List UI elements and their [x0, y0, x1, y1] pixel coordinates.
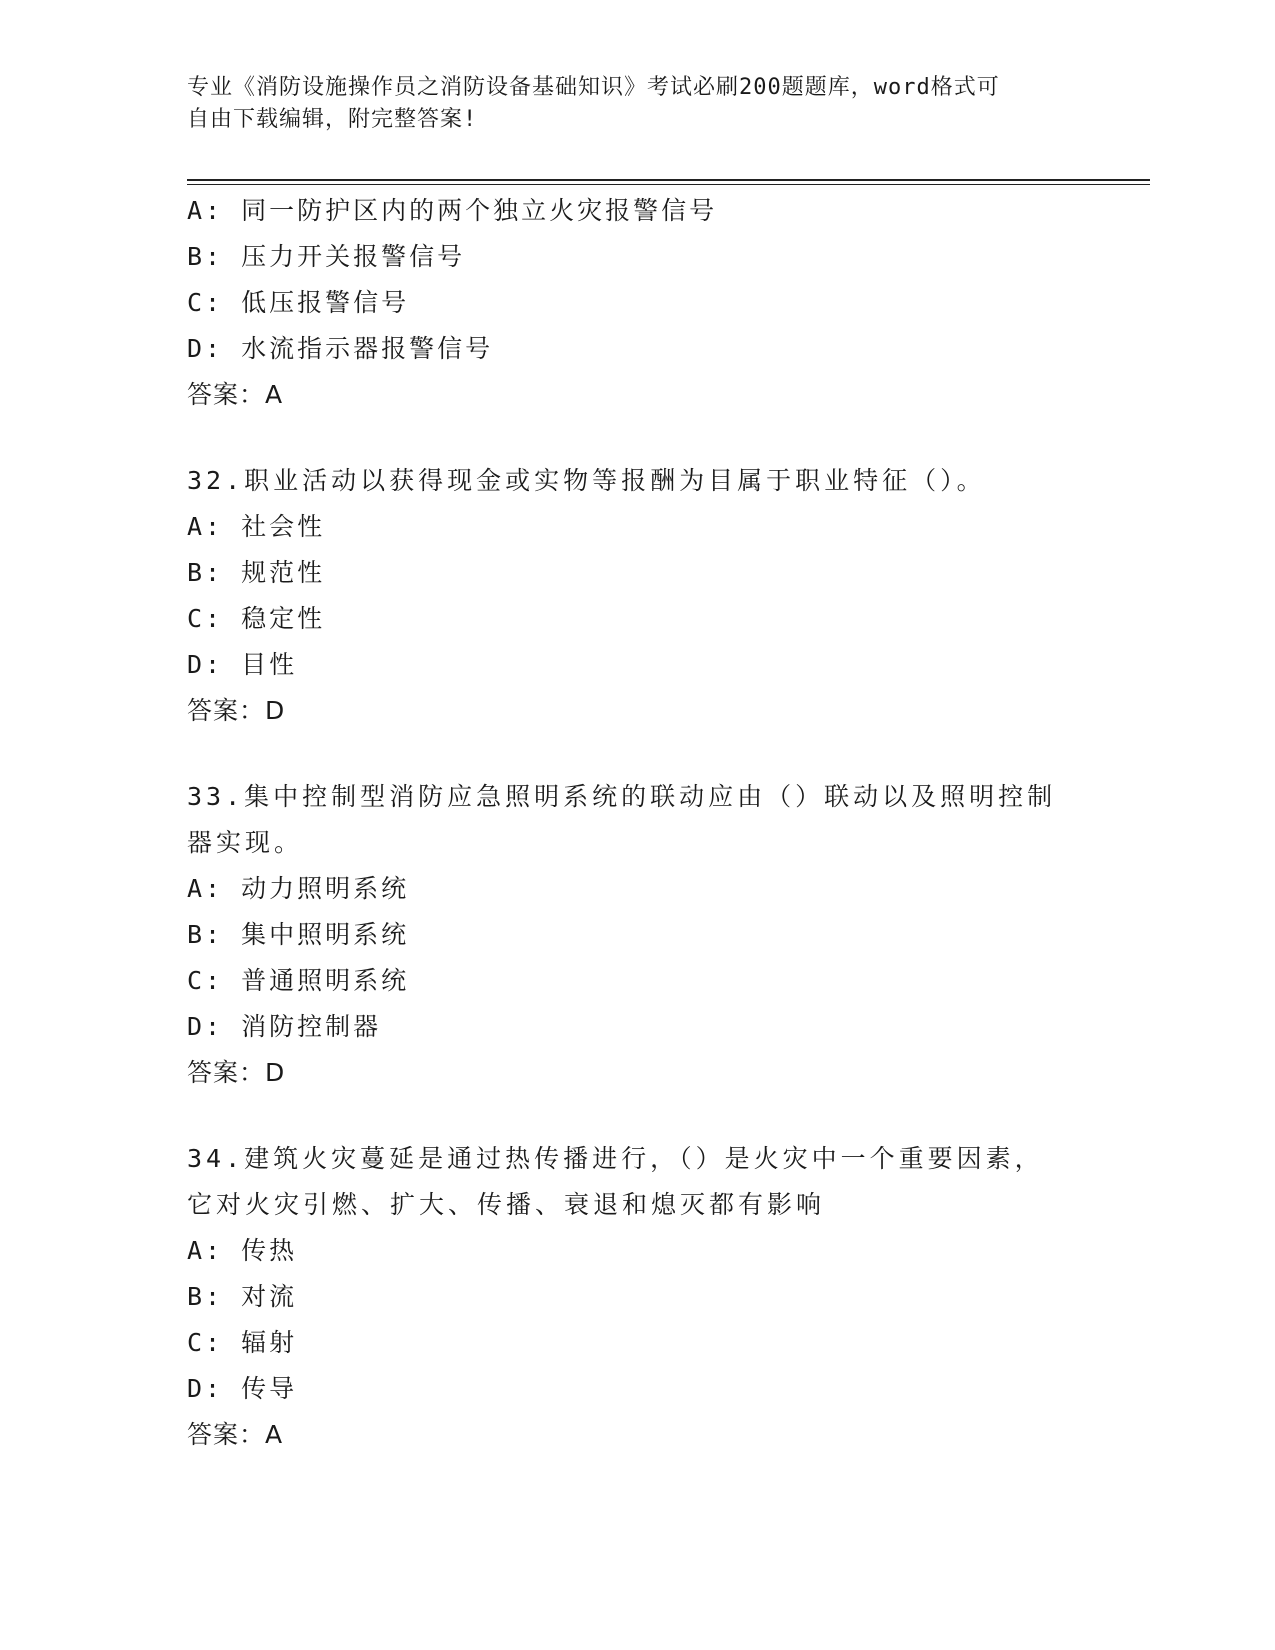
answer-line: 答案：D — [187, 696, 286, 725]
option-c: C: 低压报警信号 — [187, 288, 410, 317]
option-d: D: 消防控制器 — [187, 1012, 382, 1041]
option-d: D: 目性 — [187, 650, 298, 679]
header-rule-thick — [187, 179, 1150, 181]
answer-line: 答案：A — [187, 380, 284, 409]
header-rule-thin — [187, 184, 1150, 185]
option-a: A: 社会性 — [187, 512, 326, 541]
block-spacer — [187, 1096, 1067, 1136]
question-text: 33.集中控制型消防应急照明系统的联动应由（）联动以及照明控制器实现。 — [187, 782, 1057, 857]
option-c: C: 辐射 — [187, 1328, 298, 1357]
option-b: B: 集中照明系统 — [187, 920, 410, 949]
question-block-carryover — [187, 188, 1067, 418]
question-list — [187, 188, 1067, 1458]
header-line-2: 自由下载编辑，附完整答案! — [187, 107, 478, 132]
document-header — [187, 72, 1067, 136]
block-spacer — [187, 418, 1067, 458]
option-d: D: 水流指示器报警信号 — [187, 334, 494, 363]
question-text: 34.建筑火灾蔓延是通过热传播进行，（）是火灾中一个重要因素，它对火灾引燃、扩大、传播、衰退和熄灭都有影响 — [187, 1144, 1044, 1219]
question-text: 32.职业活动以获得现金或实物等报酬为目属于职业特征（）。 — [187, 466, 986, 495]
block-spacer — [187, 734, 1067, 774]
option-a: A: 同一防护区内的两个独立火灾报警信号 — [187, 196, 718, 225]
header-line-1: 专业《消防设施操作员之消防设备基础知识》考试必刷200题题库，word格式可 — [187, 75, 1000, 100]
option-b: B: 对流 — [187, 1282, 298, 1311]
answer-line: 答案：A — [187, 1420, 284, 1449]
answer-line: 答案：D — [187, 1058, 286, 1087]
question-block-34 — [187, 1136, 1067, 1458]
option-c: C: 稳定性 — [187, 604, 326, 633]
question-block-32 — [187, 458, 1067, 734]
option-c: C: 普通照明系统 — [187, 966, 410, 995]
question-block-33 — [187, 774, 1067, 1096]
option-a: A: 动力照明系统 — [187, 874, 410, 903]
option-a: A: 传热 — [187, 1236, 298, 1265]
option-d: D: 传导 — [187, 1374, 298, 1403]
option-b: B: 压力开关报警信号 — [187, 242, 466, 271]
option-b: B: 规范性 — [187, 558, 326, 587]
